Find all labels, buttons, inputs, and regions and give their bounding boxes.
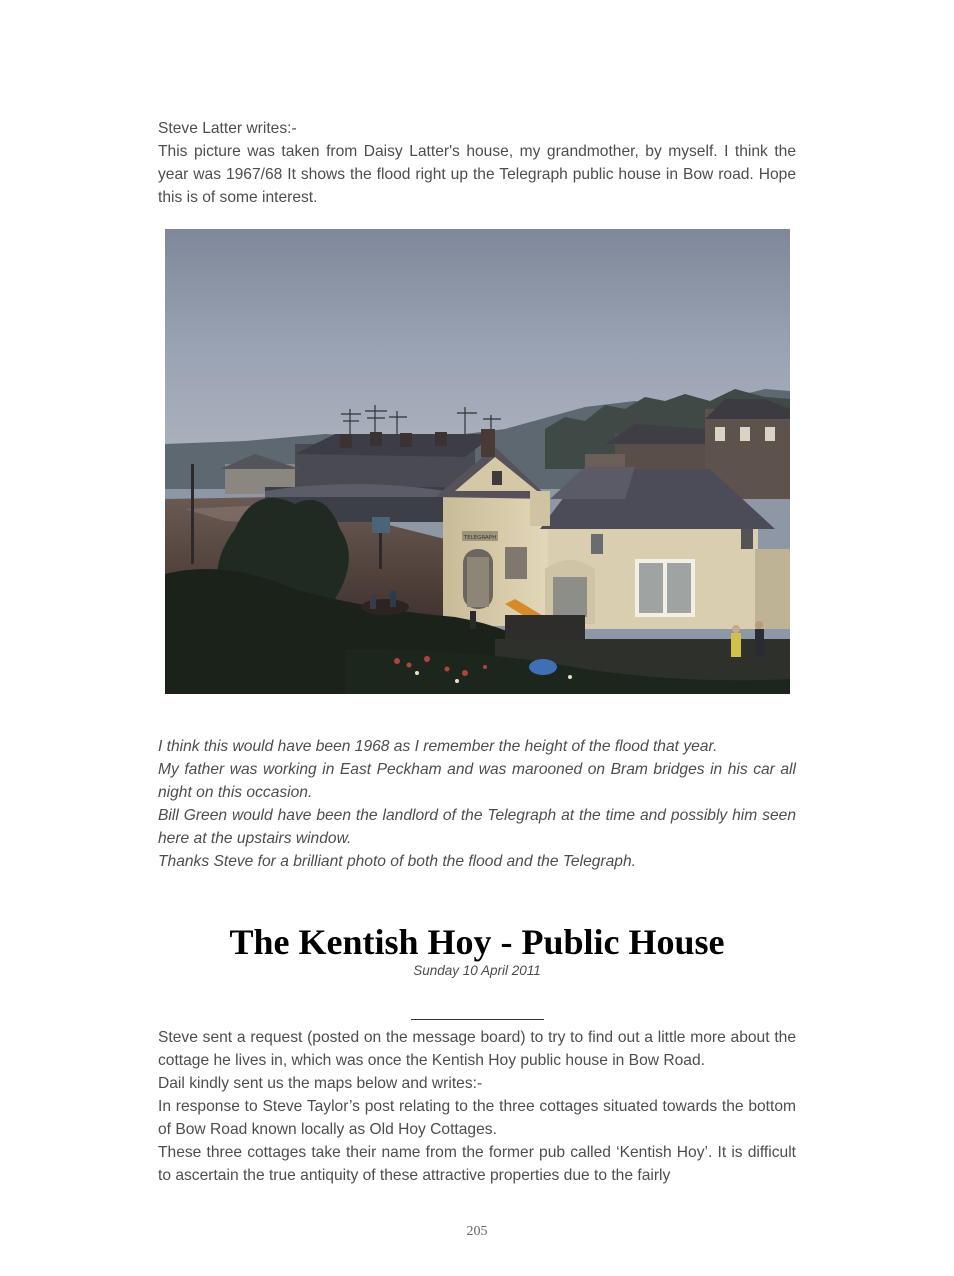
comment-line: Thanks Steve for a brilliant photo of both the flood and the Telegraph. [158, 853, 636, 870]
section-title: The Kentish Hoy - Public House [229, 922, 725, 962]
lamp-post [191, 464, 194, 564]
article-paragraph: Steve sent a request (posted on the message board) to try to find out a little more about the cottage he lives in, which was once the Kentish Hoy public house in Bow Road. [158, 1029, 796, 1069]
article-paragraph: Dail kindly sent us the maps below and writes:- [158, 1075, 483, 1092]
intro-text [158, 117, 796, 209]
page-number: 205 [466, 1224, 488, 1239]
person-dark-coat [755, 621, 764, 657]
comment-line: Bill Green would have been the landlord of the Telegraph at the time and possibly him seen here at the upstairs window. [158, 807, 796, 847]
parked-vehicle [505, 615, 585, 639]
photo-comment [158, 735, 796, 873]
intro-paragraph: This picture was taken from Daisy Latter's house, my grandmother, by myself. I think the year was 1967/68 It shows the flood right up the Telegraph public house in Bow road. Hope this is of some interest. [158, 143, 796, 206]
intro-author-line: Steve Latter writes:- [158, 120, 297, 137]
person-yellow-coat [731, 625, 741, 657]
blue-umbrella [529, 659, 557, 675]
comment-line: My father was working in East Peckham and was marooned on Bram bridges in his car all night on this occasion. [158, 761, 796, 801]
comment-line: I think this would have been 1968 as I remember the height of the flood that year. [158, 738, 718, 755]
article-paragraph: In response to Steve Taylor’s post relating to the three cottages situated towards the bottom of Bow Road known locally as Old Hoy Cottages. [158, 1098, 796, 1138]
article-paragraph: These three cottages take their name from the former pub called ‘Kentish Hoy’. It is difficult to ascertain the true antiquity of these attractive properties due to the fairly [158, 1144, 796, 1184]
section-date: Sunday 10 April 2011 [413, 963, 541, 978]
pub-sign-text: TELEGRAPH [463, 535, 497, 541]
flood-photograph [165, 229, 790, 694]
flood-photo-illustration [165, 229, 790, 694]
article-text [158, 1026, 796, 1187]
divider-rule [411, 1019, 544, 1020]
